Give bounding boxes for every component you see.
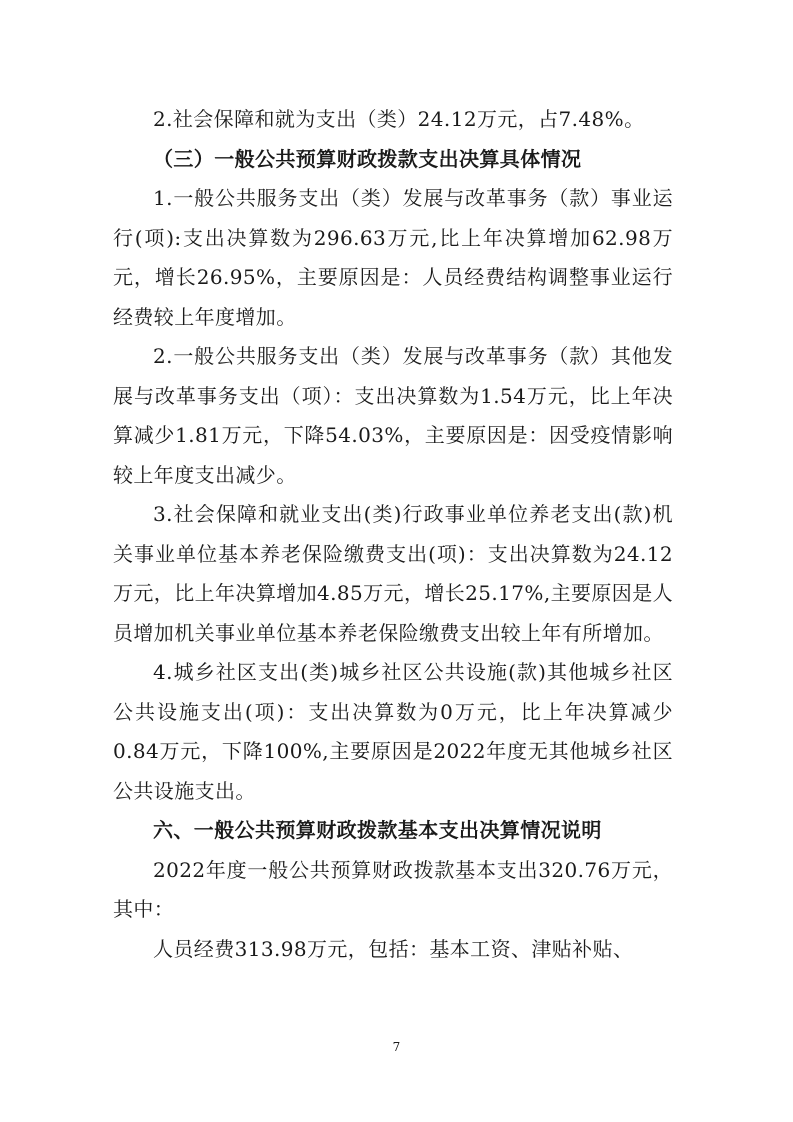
- section-heading-basic-expenditure: 六、一般公共预算财政拨款基本支出决算情况说明: [153, 818, 602, 842]
- paragraph-personnel-expenses: 人员经费313.98万元，包括：基本工资、津贴补贴、: [153, 936, 634, 961]
- paragraph-basic-expenditure-total: 2022年度一般公共预算财政拨款基本支出320.76万元，其中：: [113, 857, 673, 921]
- document-body: [113, 100, 673, 969]
- paragraph-item-1: 1.一般公共服务支出（类）发展与改革事务（款）事业运行(项):支出决算数为296.63万元,比上年决算增加62.98万元，增长26.95%，主要原因是：人员经费结构调整事业运行经费较上年度增加。: [113, 186, 673, 329]
- paragraph-item-4: 4.城乡社区支出(类)城乡社区公共设施(款)其他城乡社区公共设施支出(项)：支出决算数为0万元，比上年决算减少0.84万元，下降100%,主要原因是2022年度无其他城乡社区公共设施支出。: [113, 660, 673, 803]
- paragraph-social-security-share: 2.社会保障和就为支出（类）24.12万元，占7.48%。: [153, 107, 645, 131]
- paragraph-item-3: 3.社会保障和就业支出(类)行政事业单位养老支出(款)机关事业单位基本养老保险缴费支出(项)：支出决算数为24.12万元，比上年决算增加4.85万元，增长25.17%,主要原因是人员增加机关事业单位基本养老保险缴费支出较上年有所增加。: [113, 502, 673, 645]
- page-number: 7: [392, 1040, 401, 1054]
- paragraph-item-2: 2.一般公共服务支出（类）发展与改革事务（款）其他发展与改革事务支出（项）：支出决算数为1.54万元，比上年决算减少1.81万元，下降54.03%，主要原因是：因受疫情影响较上年度支出减少。: [113, 344, 673, 487]
- section-heading-specific-expenditure: （三）一般公共预算财政拨款支出决算具体情况: [153, 146, 582, 171]
